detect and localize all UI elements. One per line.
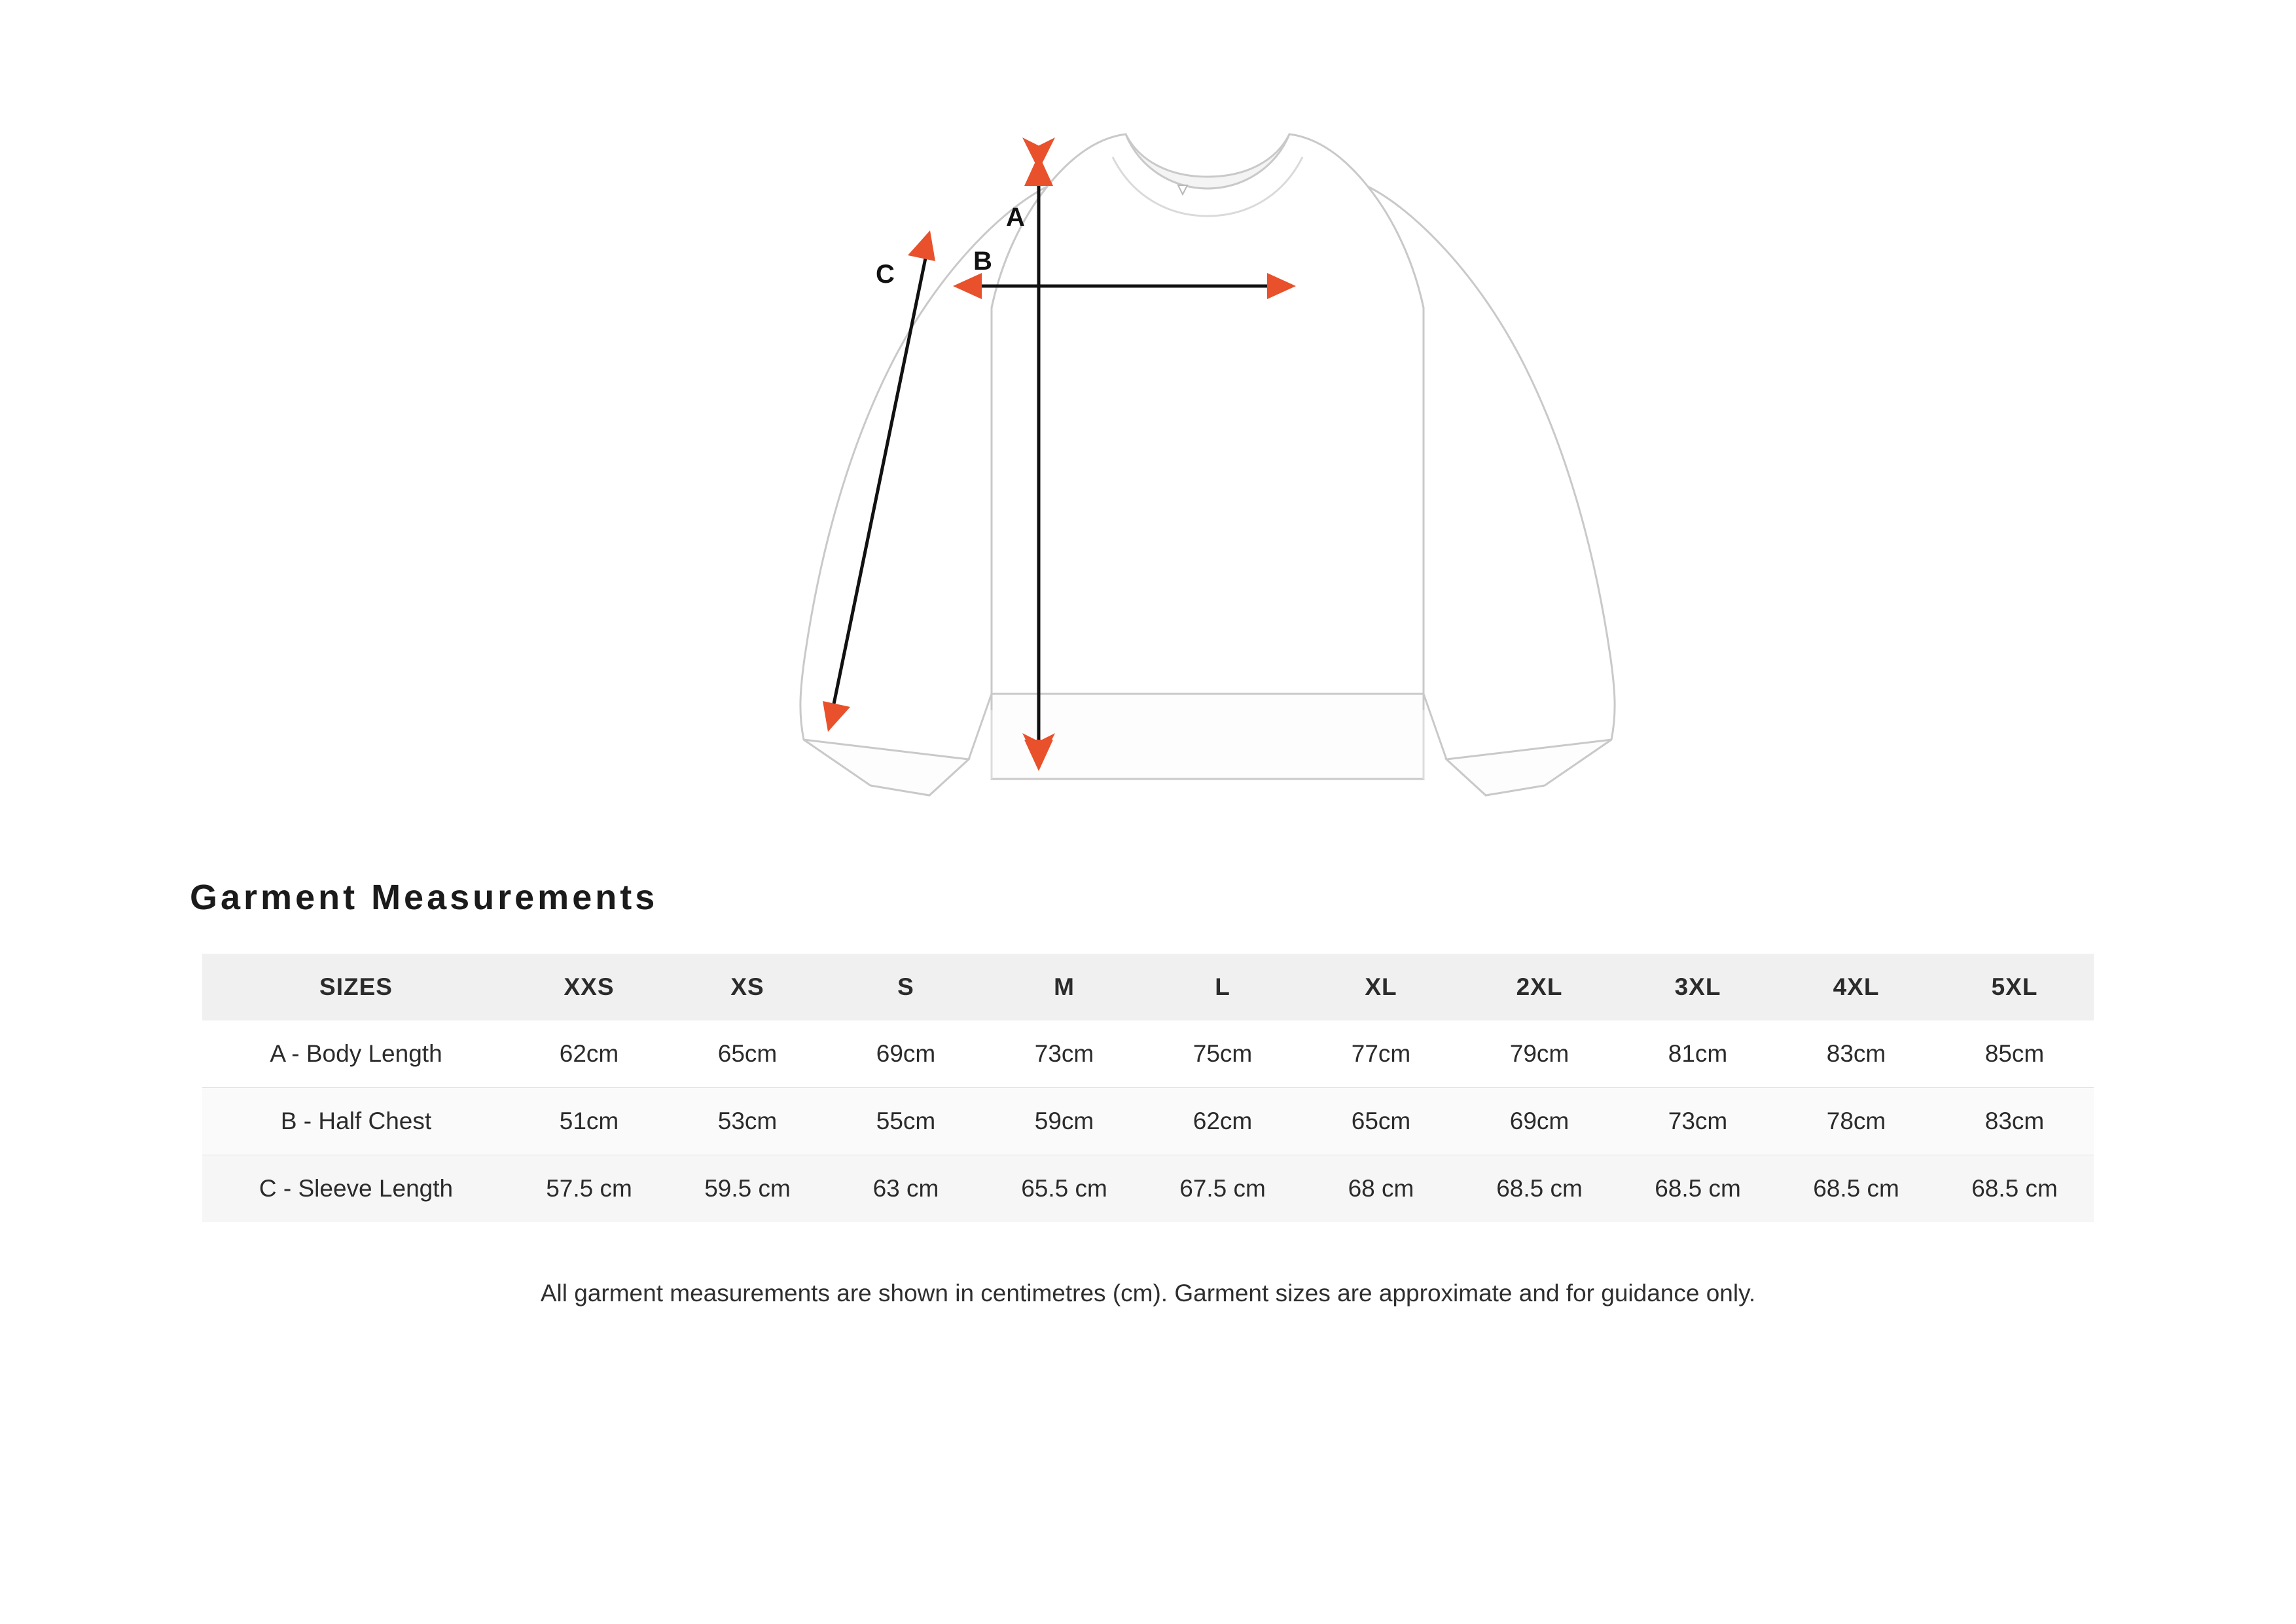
cell-body-length-xxs: 62cm [510, 1020, 668, 1088]
cell-sleeve-length-l: 67.5 cm [1143, 1155, 1302, 1223]
marker-label-c: C [876, 260, 895, 289]
marker-label-b: B [973, 247, 992, 276]
page-title: Garment Measurements [190, 878, 658, 917]
header-size-2xl: 2XL [1460, 954, 1619, 1020]
table-row [202, 1088, 2094, 1155]
measurements-table [202, 954, 2094, 1222]
header-size-m: M [985, 954, 1143, 1020]
table-row [202, 1155, 2094, 1223]
cell-half-chest-s: 55cm [827, 1088, 985, 1155]
cell-body-length-s: 69cm [827, 1020, 985, 1088]
cell-half-chest-m: 59cm [985, 1088, 1143, 1155]
cell-sleeve-length-4xl: 68.5 cm [1777, 1155, 1935, 1223]
cell-half-chest-xxs: 51cm [510, 1088, 668, 1155]
cell-sleeve-length-5xl: 68.5 cm [1935, 1155, 2094, 1223]
header-size-xxs: XXS [510, 954, 668, 1020]
table-row [202, 1020, 2094, 1088]
cell-body-length-4xl: 83cm [1777, 1020, 1935, 1088]
cell-half-chest-2xl: 69cm [1460, 1088, 1619, 1155]
header-size-5xl: 5XL [1935, 954, 2094, 1020]
cell-body-length-xl: 77cm [1302, 1020, 1460, 1088]
cell-sleeve-length-s: 63 cm [827, 1155, 985, 1223]
header-size-xl: XL [1302, 954, 1460, 1020]
cell-sleeve-length-m: 65.5 cm [985, 1155, 1143, 1223]
cell-body-length-l: 75cm [1143, 1020, 1302, 1088]
cell-body-length-m: 73cm [985, 1020, 1143, 1088]
header-size-3xl: 3XL [1619, 954, 1777, 1020]
cell-half-chest-5xl: 83cm [1935, 1088, 2094, 1155]
marker-label-a: A [1006, 203, 1025, 232]
header-size-l: L [1143, 954, 1302, 1020]
header-size-s: S [827, 954, 985, 1020]
cell-body-length-5xl: 85cm [1935, 1020, 2094, 1088]
cell-sleeve-length-3xl: 68.5 cm [1619, 1155, 1777, 1223]
header-sizes: SIZES [202, 954, 510, 1020]
cell-body-length-3xl: 81cm [1619, 1020, 1777, 1088]
cell-sleeve-length-xl: 68 cm [1302, 1155, 1460, 1223]
cell-half-chest-4xl: 78cm [1777, 1088, 1935, 1155]
sweatshirt-outline [800, 134, 1615, 795]
row-label-half-chest: B - Half Chest [202, 1088, 510, 1155]
measurements-section [0, 877, 2296, 1307]
header-size-4xl: 4XL [1777, 954, 1935, 1020]
header-size-xs: XS [668, 954, 827, 1020]
cell-body-length-2xl: 79cm [1460, 1020, 1619, 1088]
cell-sleeve-length-xxs: 57.5 cm [510, 1155, 668, 1223]
cell-half-chest-3xl: 73cm [1619, 1088, 1777, 1155]
cell-sleeve-length-xs: 59.5 cm [668, 1155, 827, 1223]
table-header-row [202, 954, 2094, 1020]
row-label-sleeve-length: C - Sleeve Length [202, 1155, 510, 1223]
cell-half-chest-xs: 53cm [668, 1088, 827, 1155]
cell-sleeve-length-2xl: 68.5 cm [1460, 1155, 1619, 1223]
cell-body-length-xs: 65cm [668, 1020, 827, 1088]
cell-half-chest-xl: 65cm [1302, 1088, 1460, 1155]
cell-half-chest-l: 62cm [1143, 1088, 1302, 1155]
measurements-footnote: All garment measurements are shown in centimetres (cm). Garment sizes are approximate and for guidance only. [540, 1280, 1756, 1307]
row-label-body-length: A - Body Length [202, 1020, 510, 1088]
